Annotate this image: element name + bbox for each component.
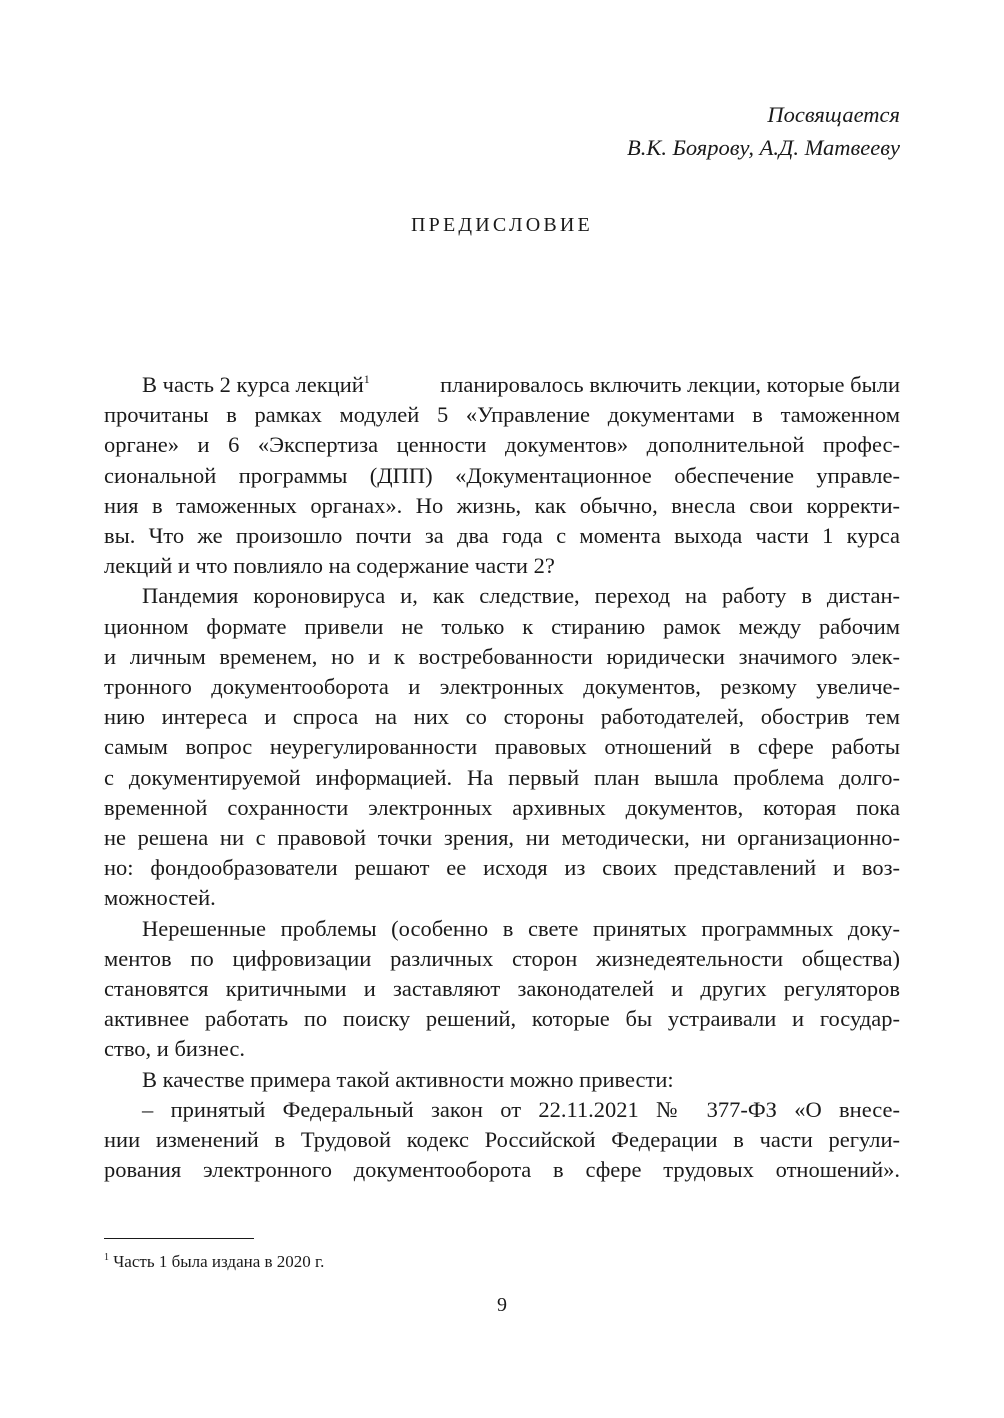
text-line: ментов по цифровизации различных сторон жизнедеятельности общества)	[104, 945, 900, 971]
text-fragment: В часть 2 курса лекций	[142, 372, 364, 397]
text-line: с документируемой информацией. На первый план вышла проблема долго-	[104, 764, 900, 790]
paragraph	[104, 581, 900, 913]
paragraph	[104, 914, 900, 1065]
text-line: Пандемия короновируса и, как следствие, переход на работу в дистан-	[142, 583, 900, 609]
paragraph	[104, 1095, 900, 1186]
text-line: тронного документооборота и электронных документов, резкому увеличе-	[104, 674, 900, 700]
section-heading: ПРЕДИСЛОВИЕ	[411, 214, 593, 236]
text-line: рования электронного документооборота в сфере трудовых отношений».	[104, 1157, 900, 1183]
text-line: ство, и бизнес.	[104, 1036, 246, 1062]
text-line: нии изменений в Трудовой кодекс Российской Федерации в части регули-	[104, 1127, 900, 1153]
dedication-names: В.К. Боярову, А.Д. Матвееву	[627, 135, 900, 160]
text-line: прочитаны в рамках модулей 5 «Управление документами в таможенном	[104, 402, 900, 428]
text-line: лекций и что повлияло на содержание части 2?	[104, 553, 555, 579]
text-line: не решена ни с правовой точки зрения, ни методически, ни организационно-	[104, 825, 900, 851]
footnote-text: Часть 1 была издана в 2020 г.	[113, 1252, 325, 1271]
body-text	[104, 370, 900, 1185]
footnote	[104, 1251, 324, 1273]
footnote-reference: 1	[363, 372, 370, 386]
footnote-separator	[104, 1238, 254, 1239]
dedication	[627, 98, 900, 164]
text-line: временной сохранности электронных архивных документов, которая пока	[104, 794, 900, 820]
text-line	[104, 370, 900, 400]
paragraph	[104, 370, 900, 581]
text-line: активнее работать по поиску решений, которые бы устраивали и государ-	[104, 1006, 900, 1032]
text-line: сиональной программы (ДПП) «Документационное обеспечение управле-	[104, 462, 900, 488]
text-line: можностей.	[104, 885, 216, 911]
text-line: самым вопрос неурегулированности правовых отношений в сфере работы	[104, 734, 900, 760]
text-line: ционном формате привели не только к стиранию рамок между рабочим	[104, 613, 900, 639]
paragraph	[104, 1065, 900, 1095]
text-line: вы. Что же произошло почти за два года с момента выхода части 1 курса	[104, 523, 900, 549]
text-line: органе» и 6 «Экспертиза ценности документов» дополнительной профес-	[104, 432, 900, 458]
text-line: становятся критичными и заставляют законодателей и других регуляторов	[104, 976, 900, 1002]
text-line: но: фондообразователи решают ее исходя из своих представлений и воз-	[104, 855, 900, 881]
page-number: 9	[497, 1294, 507, 1316]
text-line: В качестве примера такой активности можно привести:	[142, 1066, 674, 1092]
text-line: Нерешенные проблемы (особенно в свете принятых программных доку-	[142, 915, 900, 941]
text-line: ния в таможенных органах». Но жизнь, как обычно, внесла свои корректи-	[104, 492, 900, 518]
dedication-line: Посвящается	[767, 102, 900, 127]
text-line: – принятый Федеральный закон от 22.11.2021 № 377-ФЗ «О внесе-	[142, 1096, 900, 1122]
text-line: нию интереса и спроса на них со стороны работодателей, обострив тем	[104, 704, 900, 730]
text-line: и личным временем, но и к востребованности юридически значимого элек-	[104, 643, 900, 669]
text-fragment: планировалось включить лекции, которые были	[440, 372, 900, 397]
footnote-mark: 1	[104, 1252, 109, 1263]
